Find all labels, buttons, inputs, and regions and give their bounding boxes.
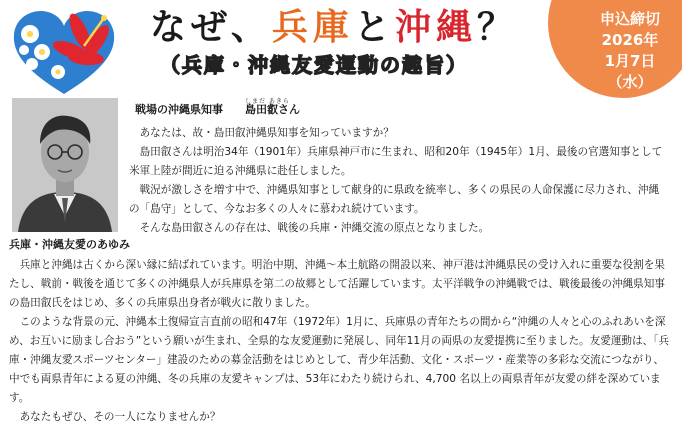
history-section bbox=[9, 256, 673, 427]
page-subtitle: （兵庫・沖縄友愛運動の趣旨） bbox=[160, 53, 468, 77]
profile-section bbox=[129, 98, 669, 238]
profile-heading-role: 戦場の沖縄県知事 bbox=[135, 103, 223, 116]
portrait-photo bbox=[12, 98, 118, 232]
history-heading: 兵庫・沖縄友愛のあゆみ bbox=[9, 238, 130, 251]
history-paragraph: あなたもぜひ、その一人になりませんか？ bbox=[19, 411, 221, 423]
title-suffix: ？ bbox=[476, 7, 518, 48]
title-hyogo: 兵庫 bbox=[271, 7, 354, 48]
page-title bbox=[150, 6, 518, 50]
history-paragraph: このような背景の元、沖縄本土復帰宣言直前の昭和47年（1972年）1月に、兵庫県の青年たちの間から“沖縄の人々と心のふれあいを深め、お互いに励まし合おう”という願いが生まれ、全県的な友愛運動に発展し、同年11月の両県の友愛提携に至りました。友愛運動は、「兵庫・沖縄友愛スポーツセンター」建設のための募金活動をはじめとして、青少年活動、文化・スポーツ・産業等の多彩な交流につながり、中でも両県青年による夏の沖縄、冬の兵庫の友愛キャンプは、53年にわたり続けられ、4,700 名以上の両県青年が友愛の絆を深めています。 bbox=[9, 316, 670, 404]
deadline-badge bbox=[578, 9, 682, 93]
title-okinawa: 沖縄 bbox=[394, 7, 477, 48]
profile-name-text: 島田叡さん bbox=[245, 103, 300, 116]
hibiscus-heart-icon bbox=[8, 6, 120, 98]
deadline-weekday: （水） bbox=[607, 73, 653, 91]
profile-paragraph: そんな島田叡さんの存在は、戦後の兵庫・沖縄交流の原点となりました。 bbox=[139, 222, 490, 234]
deadline-year: 2026年 bbox=[601, 31, 659, 49]
profile-name-ruby: しまだ あきら bbox=[245, 98, 290, 105]
title-to: と bbox=[353, 7, 395, 48]
profile-paragraph: あなたは、故・島田叡沖縄県知事を知っていますか？ bbox=[139, 127, 394, 139]
history-paragraph: 兵庫と沖縄は古くから深い縁に結ばれています。明治中期、沖縄～本土航路の開設以来、神戸港は沖縄県民の受け入れに重要な役割を果たし、戦前・戦後を通じて多くの沖縄県人が兵庫県を第二の故郷として活躍しています。太平洋戦争の沖縄戦では、戦後最後の沖縄県知事の島田叡氏をはじめ、多くの兵庫県出身者が戦火に散りました。 bbox=[9, 259, 665, 309]
profile-paragraph: 島田叡さんは明治34年（1901年）兵庫県神戸市に生まれ、昭和20年（1945年）1月、最後の官選知事として米軍上陸が間近に迫る沖縄県に赴任しました。 bbox=[129, 146, 663, 177]
profile-heading bbox=[129, 98, 669, 118]
profile-paragraph: 戦況が激しさを増す中で、沖縄県知事として献身的に県政を統率し、多くの県民の人命保護に尽力され、沖縄の「島守」として、今なお多くの人々に慕われ続けています。 bbox=[129, 184, 660, 215]
title-prefix: なぜ、 bbox=[150, 7, 272, 48]
deadline-label: 申込締切 bbox=[599, 10, 660, 28]
deadline-date: 1月7日 bbox=[604, 52, 656, 70]
profile-name bbox=[245, 98, 300, 116]
